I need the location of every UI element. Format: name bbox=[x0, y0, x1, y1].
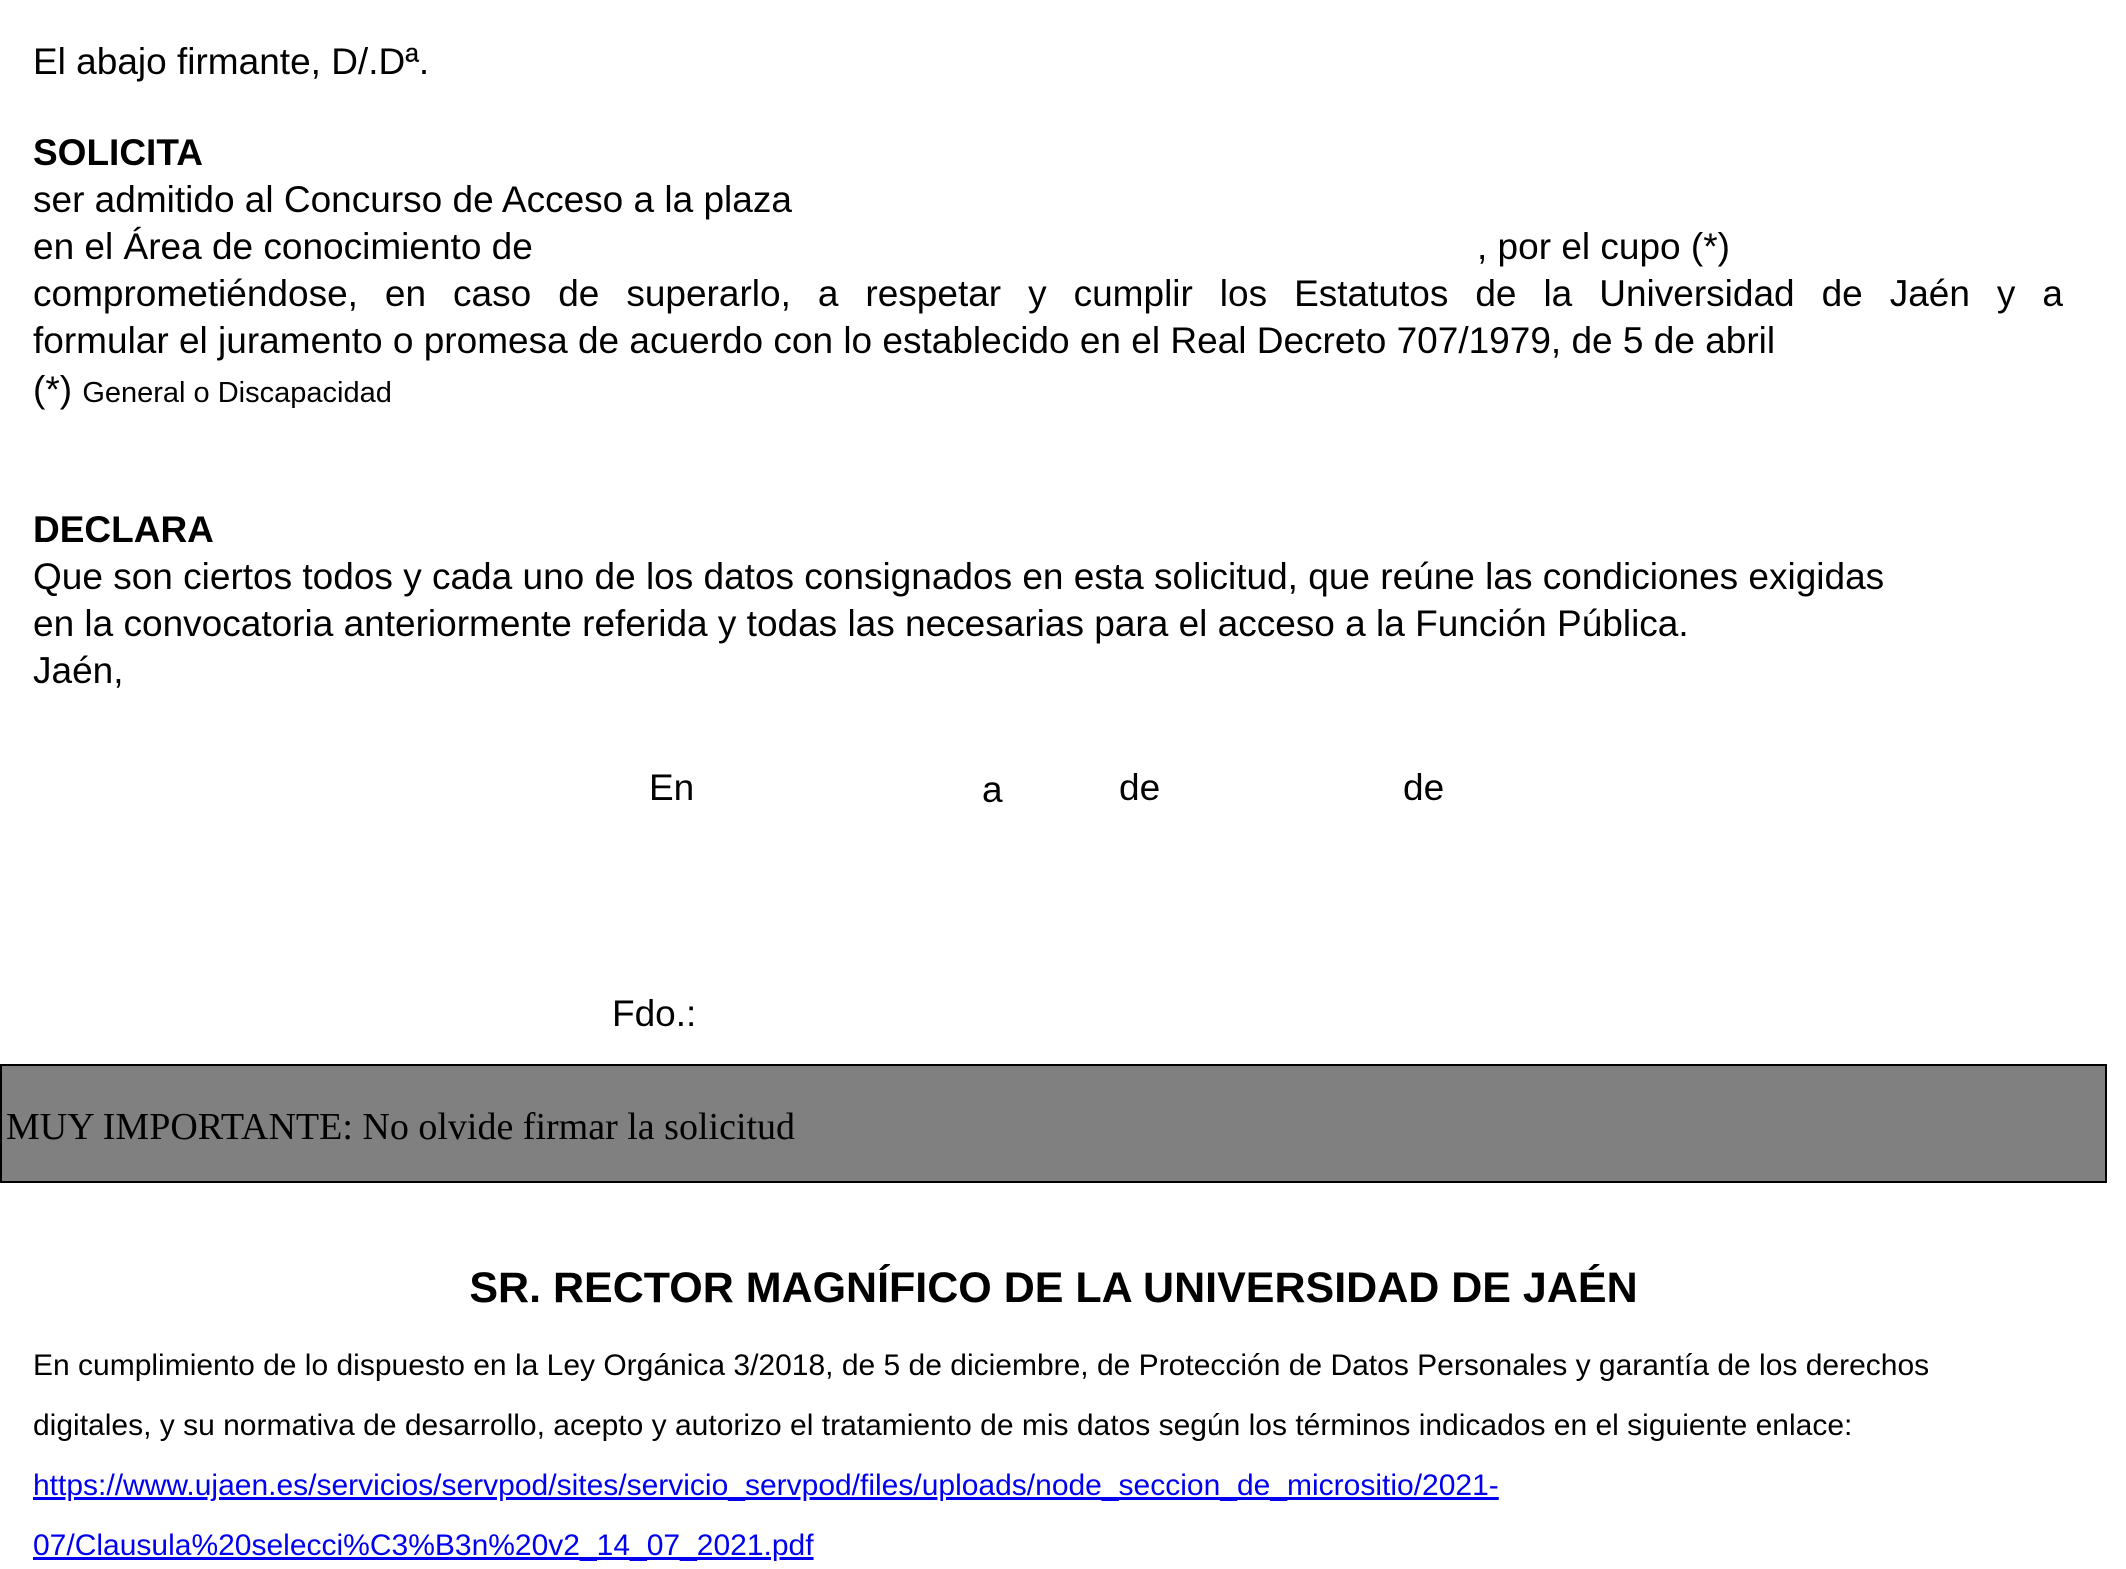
city-line: Jaén, bbox=[33, 650, 124, 691]
date-en-label: En bbox=[649, 767, 695, 808]
intro-line: El abajo firmante, D/.Dª. bbox=[33, 41, 430, 82]
privacy-line-1: En cumplimiento de lo dispuesto en la Ley Orgánica 3/2018, de 5 de diciembre, de Protección de Datos Personales y garantía de los derechos bbox=[33, 1349, 1930, 1382]
solicita-line-3: comprometiéndose, en caso de superarlo, a respetar y cumplir los Estatutos de la Universidad de Jaén y a bbox=[33, 273, 2063, 314]
privacy-line-2: digitales, y su normativa de desarrollo, acepto y autorizo el tratamiento de mis datos según los términos indicados en el siguiente enlace: bbox=[33, 1409, 1853, 1442]
declara-line-2: en la convocatoria anteriormente referida y todas las necesarias para el acceso a la Función Pública. bbox=[33, 603, 1689, 644]
signature-label: Fdo.: bbox=[612, 993, 697, 1034]
privacy-link-part-1[interactable]: https://www.ujaen.es/servicios/servpod/sites/servicio_servpod/files/uploads/node_seccion_de_micrositio/2021- bbox=[33, 1469, 1499, 1502]
footnote-text: General o Discapacidad bbox=[82, 377, 392, 409]
solicita-area-label: en el Área de conocimiento de bbox=[33, 226, 533, 267]
date-de-label-2: de bbox=[1403, 767, 1445, 808]
solicita-line-4: formular el juramento o promesa de acuerdo con lo establecido en el Real Decreto 707/1979, de 5 de abril bbox=[33, 320, 1776, 361]
footnote bbox=[33, 368, 392, 415]
privacy-link-part-2[interactable]: 07/Clausula%20selecci%C3%B3n%20v2_14_07_2021.pdf bbox=[33, 1529, 814, 1562]
date-a-label: a bbox=[982, 769, 1003, 810]
solicita-line-1: ser admitido al Concurso de Acceso a la plaza bbox=[33, 179, 792, 220]
declara-heading: DECLARA bbox=[33, 509, 214, 550]
declara-line-1: Que son ciertos todos y cada uno de los datos consignados en esta solicitud, que reúne las condiciones exigidas bbox=[33, 556, 1885, 597]
recipient-title: SR. RECTOR MAGNÍFICO DE LA UNIVERSIDAD DE JAÉN bbox=[469, 1264, 1638, 1312]
date-de-label-1: de bbox=[1119, 767, 1161, 808]
important-banner-text: MUY IMPORTANTE: No olvide firmar la solicitud bbox=[6, 1106, 796, 1148]
footnote-mark: (*) bbox=[33, 369, 73, 410]
solicita-heading: SOLICITA bbox=[33, 132, 203, 173]
solicita-cupo-label: , por el cupo (*) bbox=[1477, 226, 1730, 267]
